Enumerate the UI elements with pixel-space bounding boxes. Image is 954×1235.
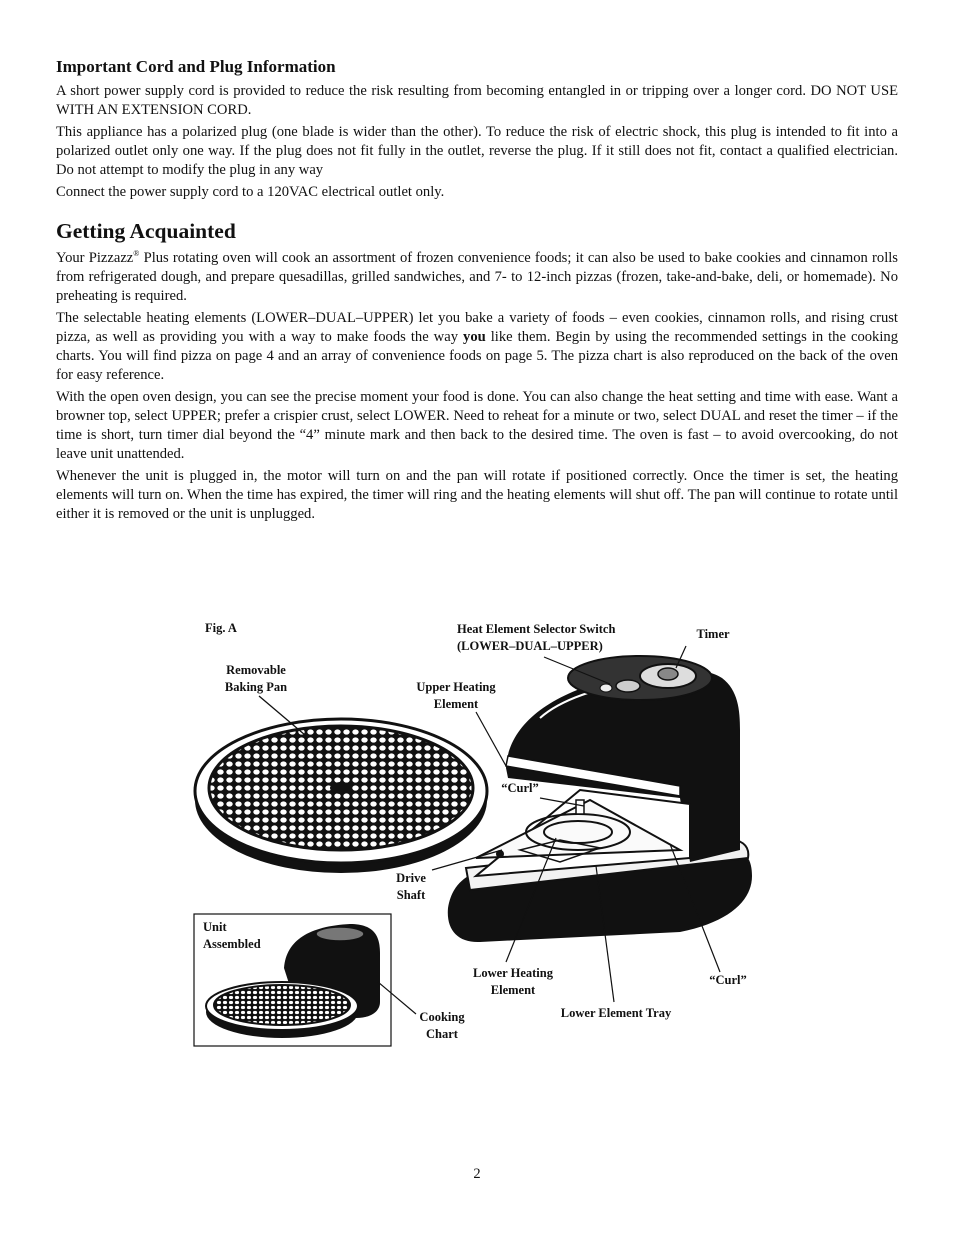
- cord-paragraph-3: Connect the power supply cord to a 120VAC electrical outlet only.: [56, 184, 445, 200]
- page-number: 2: [473, 1166, 481, 1182]
- label-removable-pan: Removable Baking Pan: [224, 663, 288, 694]
- label-lower-element: Lower Heating Element: [473, 966, 553, 997]
- label-selector-switch: Heat Element Selector Switch (LOWER–DUAL–UPPER): [457, 622, 616, 653]
- acquainted-paragraph-3: With the open oven design, you can see the precise moment your food is done. You can also change the heat setting and time with ease. Want a browner top, select UPPER; prefer a crispier crust, select LOWER. Need to reheat for a minute or two, select DUAL and reset the timer – if the time is short, turn timer dial beyond the “4” minute mark and then back to the desired time. The oven is fast – to avoid overcooking, do not leave unit unattended.: [56, 389, 898, 462]
- registered-mark: ®: [133, 249, 140, 259]
- acquainted-paragraph-2: The selectable heating elements (LOWER–DUAL–UPPER) let you bake a variety of foods – even cookies, cinnamon rolls, and rising crust pizza, as well as providing you with a way to make foods the way you like them. Begin by using the recommended settings in the cooking charts. You will find pizza on page 4 and an array of convenience foods on page 5. The pizza chart is also reproduced on the back of the oven for easy reference.: [56, 310, 898, 383]
- figure-a: [0, 600, 954, 1070]
- label-lower-tray: Lower Element Tray: [560, 1006, 672, 1020]
- acquainted-heading: Getting Acquainted: [56, 219, 236, 243]
- emphasis-you: you: [463, 329, 486, 345]
- baking-pan-drawing: [195, 696, 487, 873]
- label-curl-top: “Curl”: [501, 781, 539, 795]
- oven-illustration: [0, 600, 954, 1070]
- label-upper-element: Upper Heating Element: [416, 680, 496, 711]
- label-unit-assembled: Unit Assembled: [203, 920, 261, 951]
- cord-section: [56, 82, 898, 205]
- acquainted-paragraph-4: Whenever the unit is plugged in, the motor will turn on and the pan will rotate if positioned correctly. Once the timer is set, the heating elements will turn on. When the time has expired, the timer will ring and the heating elements will shut off. The pan will continue to rotate until either it is removed or the unit is unplugged.: [56, 468, 898, 522]
- label-timer: Timer: [696, 627, 730, 641]
- acquainted-paragraph-1: Your Pizzazz® Plus rotating oven will cook an assortment of frozen convenience foods; it can also be used to bake cookies and cinnamon rolls from refrigerated dough, and prepare quesadillas, grilled sandwiches, and 7- to 12-inch pizzas (frozen, take-and-bake, deli, or homemade). No preheating is required.: [56, 249, 898, 304]
- fig-label: Fig. A: [205, 621, 237, 635]
- cord-paragraph-2: This appliance has a polarized plug (one blade is wider than the other). To reduce the risk of electric shock, this plug is intended to fit into a polarized outlet only one way. If the plug does not fit fully in the outlet, reverse the plug. If it still does not fit, contact a qualified electrician. Do not attempt to modify the plug in any way: [56, 124, 898, 178]
- label-drive-shaft: Drive Shaft: [396, 871, 426, 902]
- label-cooking-chart: Cooking Chart: [419, 1010, 465, 1041]
- cord-paragraph-1: A short power supply cord is provided to reduce the risk resulting from becoming entangled in or tripping over a longer cord. DO NOT USE WITH AN EXTENSION CORD.: [56, 83, 898, 118]
- acquainted-section: [56, 249, 898, 527]
- cord-heading: Important Cord and Plug Information: [56, 57, 336, 76]
- label-curl-right: “Curl”: [709, 973, 747, 987]
